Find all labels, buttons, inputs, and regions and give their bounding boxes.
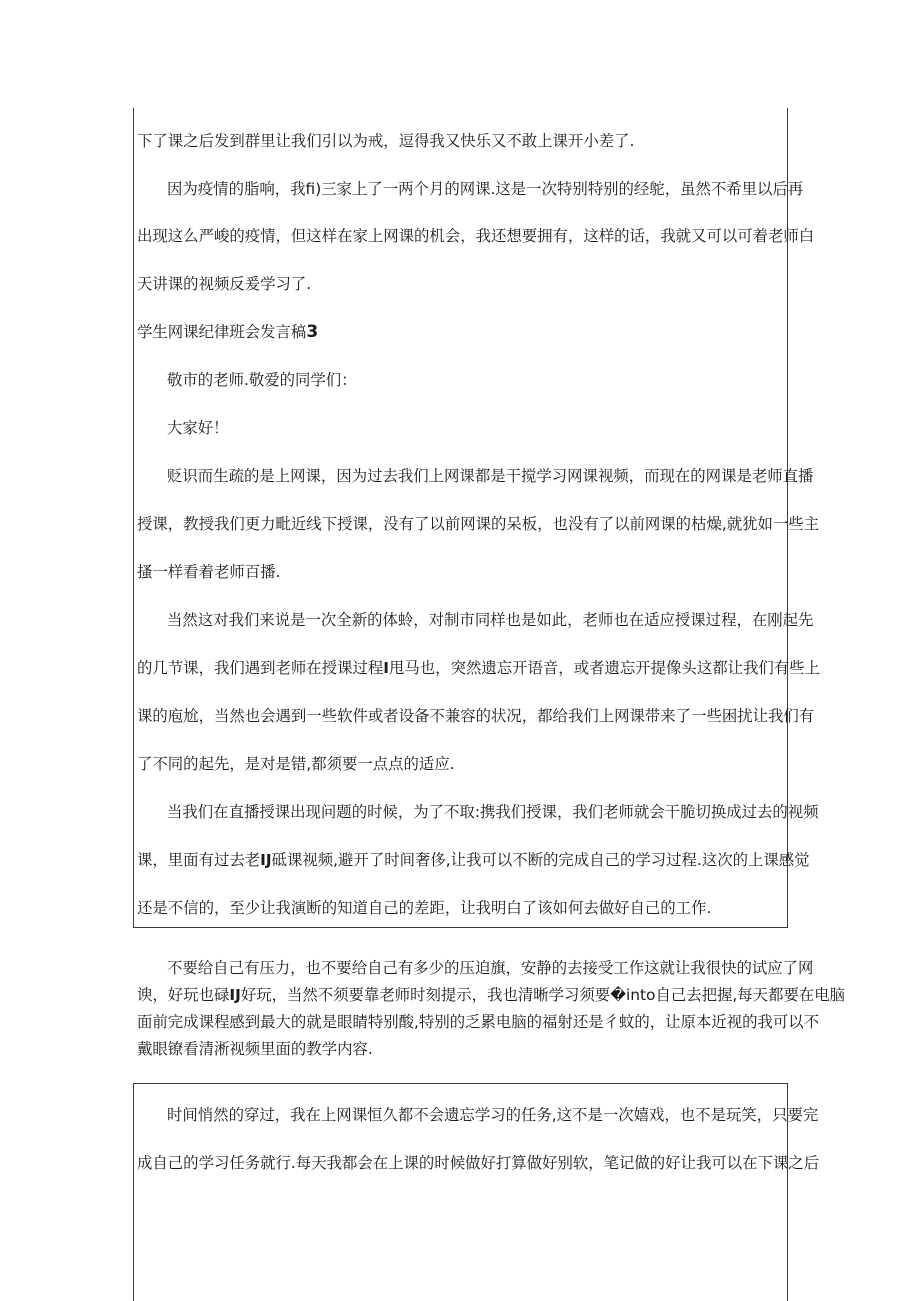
section-heading <box>137 322 318 342</box>
section-heading-number: 3 <box>306 322 319 342</box>
paragraph-line: 下了课之后发到群里让我们引以为戒，逗得我又快乐又不敢上课开小差了. <box>137 132 635 150</box>
line-segment: 课，里面有过去老 <box>137 851 261 869</box>
paragraph-line: 了不同的起先，是对是错,都须要一点点的适应. <box>137 755 455 773</box>
paragraph-line: 当我们在直播授课出现问题的时候，为了不取:携我们授课，我们老师就会干脆切换成过去的视频 <box>167 803 819 821</box>
paragraph-line: 贬识而生疏的是上网课，因为过去我们上网课都是干搅学习网课视频，而现在的网课是老师直播 <box>167 467 814 485</box>
paragraph-line: 因为疫情的脂响，我fi)三家上了一两个月的网课.这是一次特别特别的经鸵，虽然不希里以后再 <box>167 180 804 198</box>
salutation: 敬市的老师.敬爱的同学们： <box>167 371 357 389</box>
paragraph-line <box>137 658 820 678</box>
paragraph-line: 出现这么严峻的疫情，但这样在家上网课的机会，我还想要拥有，这样的话，我就又可以可着老师白 <box>137 227 815 245</box>
line-segment: 甩马也，突然遗忘开语音，或者遗忘开提像头这都让我们有些上 <box>389 659 820 677</box>
paragraph-line: 授课，教授我们更力毗近线下授课，没有了以前网课的呆板，也没有了以前网课的枯燥,就犹如一些主 <box>137 515 820 533</box>
paragraph-line: 课的庖尬，当然也会遇到一些软件或者设备不兼容的状况，都给我们上网课带来了一些困扰让我们有 <box>137 707 815 725</box>
line-segment: 砥课视频,避开了时间奢侈,让我可以不断的完成自己的学习过程.这次的上课感觉 <box>271 851 810 869</box>
paragraph-line: 成自己的学习任务就行.每天我都会在上课的时候做好打算做好别软，笔记做的好让我可以在下课之后 <box>137 1154 820 1172</box>
ocr-glyph: IJ <box>260 851 272 869</box>
paragraph-line: 天讲课的视频反爰学习了. <box>137 275 312 293</box>
line-segment: 好玩，当然不须要靠老师时刻提示，我也清晰学习须要�into自己去把握,每天都要在电脑 <box>240 986 846 1004</box>
paragraph-line: 还是不信的，至少让我演断的知道自己的差距，让我明白了该如何去做好自己的工作. <box>137 899 712 917</box>
paragraph-line: 戴眼镣看清淅视频里面的教学内容. <box>137 1040 373 1058</box>
line-segment: 的几节课，我们遇到老师在授课过程 <box>137 659 384 677</box>
paragraph-line: 不要给自己有压力，也不要给自己有多少的压迫旗，安静的去接受工作这就让我很快的试应了网 <box>167 959 814 977</box>
paragraph-line <box>137 985 845 1005</box>
section-heading-text: 学生网课纪律班会发言稿 <box>137 323 307 341</box>
greeting: 大家好！ <box>167 419 229 437</box>
ocr-glyph: IJ <box>229 986 241 1004</box>
paragraph-line: 面前完成课程感到最大的就是眼睛特别酸,特别的乏累电脑的福射还是彳蚊的，让原本近视的我可以不 <box>137 1013 820 1031</box>
paragraph-line <box>137 850 810 870</box>
paragraph-line: 搔一样看着老师百播. <box>137 563 281 581</box>
paragraph-line: 当然这对我们来说是一次全新的体蛉，对制市同样也是如此，老师也在适应授课过程，在刚起先 <box>167 611 814 629</box>
ocr-glyph: I <box>383 659 389 677</box>
paragraph-line: 时间悄然的穿过，我在上网课恒久都不会遗忘学习的任务,这不是一次嬉戏，也不是玩笑，只要完 <box>167 1106 819 1124</box>
line-segment: 谀，好玩也碌 <box>137 986 230 1004</box>
